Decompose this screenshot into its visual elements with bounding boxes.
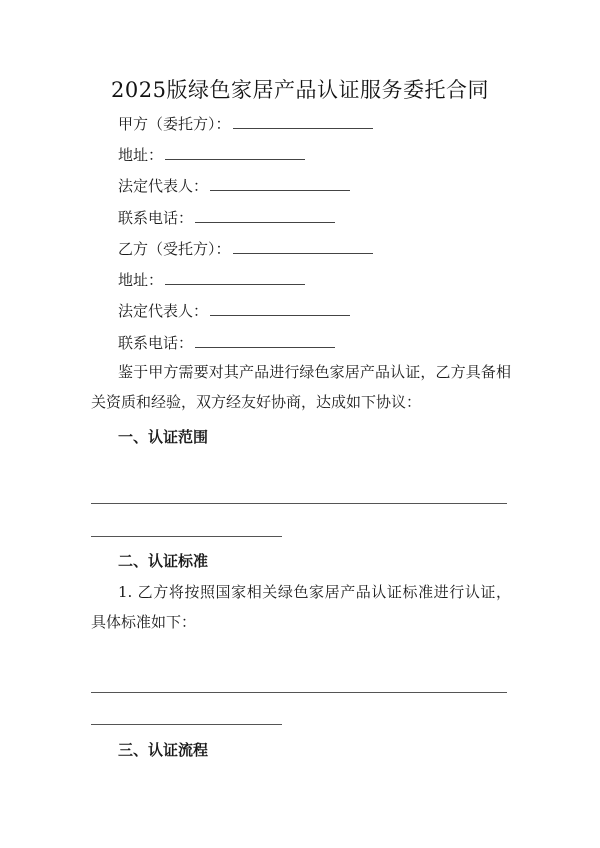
section-2-item-1: 1. 乙方将按照国家相关绿色家居产品认证标准进行认证，具体标准如下：: [91, 583, 511, 631]
party-a-phone-line: [118, 206, 335, 228]
section-1-heading: 一、认证范围: [118, 428, 209, 446]
party-b-legal-rep-line: [118, 299, 350, 321]
section-2-fill-line-1[interactable]: [91, 692, 507, 693]
party-a-address-label: 地址：: [118, 146, 164, 164]
section-1-fill-line-2[interactable]: [91, 536, 282, 537]
party-b-line: [118, 237, 373, 259]
section-2-heading: 二、认证标准: [118, 552, 209, 570]
party-b-phone-label: 联系电话：: [118, 334, 194, 352]
party-a-line: [118, 112, 373, 134]
party-a-legal-rep-field[interactable]: [210, 174, 350, 191]
party-a-address-field[interactable]: [165, 143, 305, 160]
party-a-legal-rep-line: [118, 174, 350, 196]
document-title: 2025版绿色家居产品认证服务委托合同: [111, 78, 489, 102]
party-b-phone-field[interactable]: [195, 331, 335, 348]
party-b-legal-rep-field[interactable]: [210, 299, 350, 316]
party-b-label: 乙方（受托方）：: [118, 240, 231, 258]
party-a-address-line: [118, 143, 305, 165]
section-2-fill-line-2[interactable]: [91, 724, 282, 725]
party-a-label: 甲方（委托方）：: [118, 115, 231, 133]
section-3-heading: 三、认证流程: [118, 741, 209, 759]
party-b-address-line: [118, 268, 305, 290]
party-a-name-field[interactable]: [233, 112, 373, 129]
party-a-phone-label: 联系电话：: [118, 209, 194, 227]
preamble-paragraph: 鉴于甲方需要对其产品进行绿色家居产品认证，乙方具备相关资质和经验，双方经友好协商，达成如下协议：: [91, 363, 511, 411]
party-b-legal-rep-label: 法定代表人：: [118, 302, 209, 320]
party-b-phone-line: [118, 331, 335, 353]
party-b-address-field[interactable]: [165, 268, 305, 285]
party-a-legal-rep-label: 法定代表人：: [118, 177, 209, 195]
party-b-name-field[interactable]: [233, 237, 373, 254]
section-1-fill-line-1[interactable]: [91, 503, 507, 504]
party-a-phone-field[interactable]: [195, 206, 335, 223]
party-b-address-label: 地址：: [118, 271, 164, 289]
